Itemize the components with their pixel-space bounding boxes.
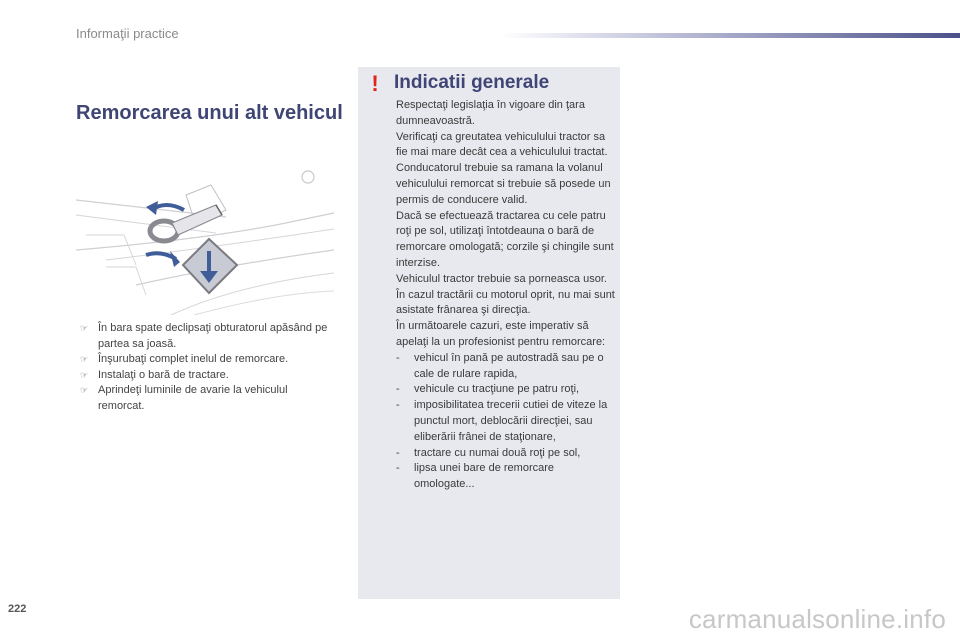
section-title: Remorcarea unui alt vehicul xyxy=(76,102,343,124)
panel-body xyxy=(396,98,616,493)
step-text: Instalaţi o bară de tractare. xyxy=(98,368,229,381)
panel-list-text: vehicule cu tracţiune pe patru roţi, xyxy=(414,383,580,396)
step-item xyxy=(76,368,336,384)
page-number: 222 xyxy=(8,603,27,615)
towing-eye-illustration xyxy=(76,155,336,315)
panel-paragraph: Respectaţi legislaţia în vigoare din ţara dumneavoastră. xyxy=(396,99,585,127)
pointer-icon: ☞ xyxy=(80,369,89,380)
steps-list xyxy=(76,321,336,414)
panel-list-text: imposibilitatea trecerii cutiei de viteze la punctul mort, deblocării direcţiei, sau eliberării frânei de staţionare, xyxy=(414,399,608,443)
panel-list-text: vehicul în pană pe autostradă sau pe o cale de rulare rapida, xyxy=(414,351,604,380)
panel-list-item: - tractare cu numai două roţi pe sol, xyxy=(396,446,581,459)
pointer-icon: ☞ xyxy=(80,385,89,395)
header-gradient-bar xyxy=(500,33,960,38)
panel-list-item: - vehicul în pană pe autostradă sau pe o cale de rulare rapida, xyxy=(396,351,604,380)
panel-list-item: - lipsa unei bare de remorcare omologate... xyxy=(396,462,555,491)
step-item xyxy=(76,352,336,368)
page-header-title: Informaţii practice xyxy=(76,26,179,41)
panel-list-text: lipsa unei bare de remorcare omologate... xyxy=(414,462,555,491)
panel-list-item: - vehicule cu tracţiune pe patru roţi, xyxy=(396,383,580,396)
panel-paragraph: Vehiculul tractor trebuie sa porneasca usor. xyxy=(396,272,607,285)
step-text: Aprindeţi luminile de avarie la vehiculul remorcat. xyxy=(98,384,288,412)
pointer-icon: ☞ xyxy=(80,323,89,333)
panel-paragraph: În următoarele cazuri, este imperativ să apelaţi la un profesionist pentru remorcare: xyxy=(396,320,606,348)
step-item xyxy=(76,321,336,352)
warning-icon: ! xyxy=(371,71,379,96)
panel-paragraph: Dacă se efectuează tractarea cu cele patru roţi pe sol, utilizaţi întotdeauna o bară de remorcare omologată; corzile şi chingile sunt interzise. xyxy=(396,209,614,269)
step-text: În bara spate declipsaţi obturatorul apăsând pe partea sa joasă. xyxy=(98,322,328,350)
watermark: carmanualsonline.info xyxy=(688,604,946,634)
panel-title: Indicatii generale xyxy=(394,72,550,93)
panel-list-text: tractare cu numai două roţi pe sol, xyxy=(414,446,581,459)
panel-paragraph: Verificaţi ca greutatea vehiculului tractor sa fie mai mare decât cea a vehiculului tractat. xyxy=(396,130,608,159)
step-text: Înşurubaţi complet inelul de remorcare. xyxy=(98,353,289,365)
step-item xyxy=(76,383,336,414)
panel-list-item: - imposibilitatea trecerii cutiei de viteze la punctul mort, deblocării direcţiei, sau eliberării frânei de staţionare, xyxy=(396,399,608,443)
pointer-icon: ☞ xyxy=(80,354,89,364)
panel-paragraph: Conducatorul trebuie sa ramana la volanul vehiculului remorcat si trebuie să posede un permis de conducere valid. xyxy=(396,162,611,206)
panel-paragraph: În cazul tractării cu motorul oprit, nu mai sunt asistate frânarea şi direcţia. xyxy=(396,288,615,317)
